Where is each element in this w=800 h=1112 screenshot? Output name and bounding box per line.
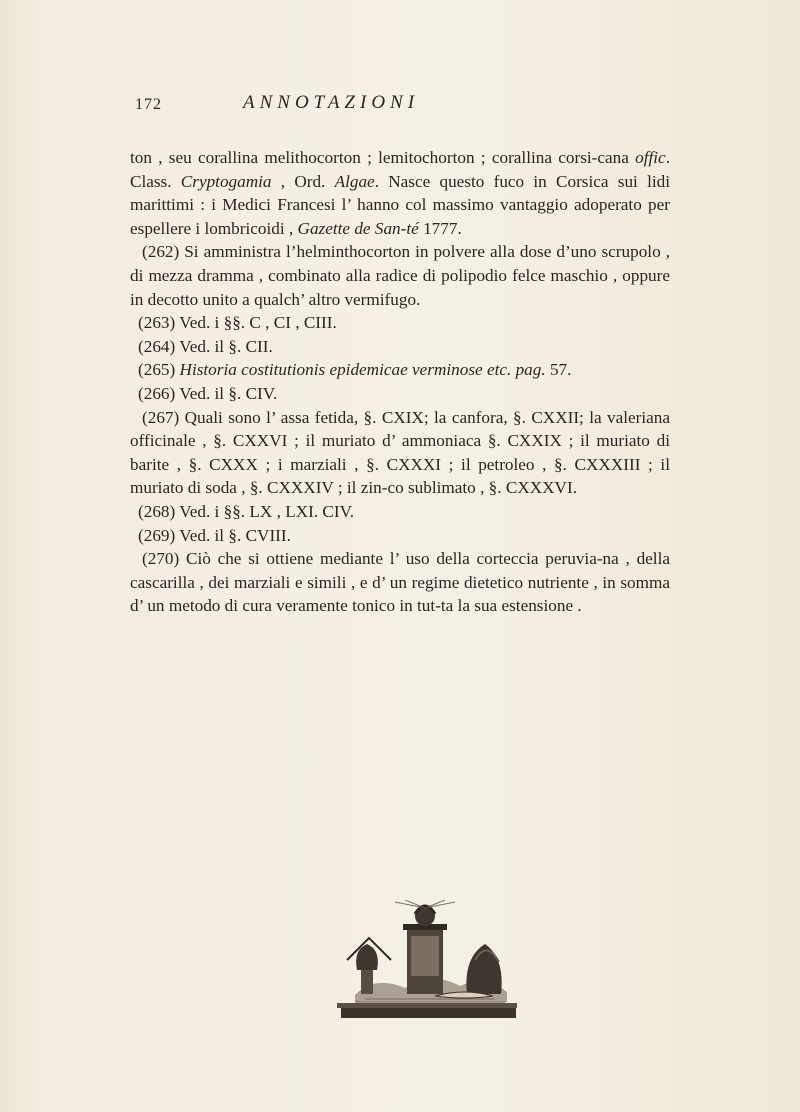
note-263: (263) Ved. i §§. C , CI , CIII. bbox=[138, 313, 337, 333]
note-267: (267) Quali sono l’ assa fetida, §. CXIX; la canfora, §. CXXII; la valeriana officinale , §. CXXVI ; il muriato d’ ammoniaca §. CXXIX ; il muriato di barite , §. CXXX ; i marziali , §. CXXXI ; il petroleo , §. CXXXIII ; il muriato di soda , §. CXXXIV ; il zin-co sublimato , §. CXXXVI. bbox=[130, 407, 670, 498]
running-head: ANNOTAZIONI bbox=[243, 92, 420, 113]
text-span: , Ord. bbox=[271, 171, 335, 191]
page-number: 172 bbox=[135, 96, 162, 113]
italic-span: Cryptogamia bbox=[180, 171, 272, 191]
text-span: . Class. bbox=[130, 148, 670, 191]
note-266: (266) Ved. il §. CIV. bbox=[138, 383, 278, 403]
text-span: 57. bbox=[545, 360, 572, 380]
page-header bbox=[135, 92, 655, 118]
italic-span: Algae bbox=[334, 171, 375, 191]
printers-vignette-icon bbox=[335, 900, 520, 1025]
note-262: (262) Si amministra l’helminthocorton in polvere alla dose d’uno scrupolo , di mezza dramma , combinato alla radice di polipodio felce maschio , oppure in decotto unito a qualch’ altro vermifugo. bbox=[130, 242, 670, 309]
italic-span: offic bbox=[635, 148, 666, 167]
italic-span: Historia costitutionis epidemicae verminose etc. pag. bbox=[179, 360, 546, 380]
annotations-text bbox=[130, 146, 670, 618]
text-span: ton , seu corallina melithocorton ; lemitochorton ; corallina corsi-cana bbox=[130, 148, 636, 167]
text-span: . Nasce questo fuco in Corsica sui lidi marittimi : i Medici Francesi l’ hanno col massimo vantaggio adoperato per espellere i lombricoidi , bbox=[130, 171, 670, 238]
note-269: (269) Ved. il §. CVIII. bbox=[138, 525, 291, 545]
italic-span: Gazette de San-té bbox=[297, 218, 419, 238]
note-265 bbox=[130, 358, 670, 382]
note-268: (268) Ved. i §§. LX , LXI. CIV. bbox=[138, 501, 355, 521]
paragraph-continuation bbox=[130, 146, 670, 240]
note-264: (264) Ved. il §. CII. bbox=[138, 336, 273, 356]
text-span: 1777. bbox=[418, 218, 462, 238]
text-span: (265) bbox=[138, 360, 180, 380]
note-270: (270) Ciò che si ottiene mediante l’ uso della corteccia peruvia-na , della cascarilla , dei marziali e simili , e d’ un regime dietetico nutriente , in somma d’ un metodo di cura veramente tonico in tut-ta la sua estensione . bbox=[130, 549, 670, 616]
